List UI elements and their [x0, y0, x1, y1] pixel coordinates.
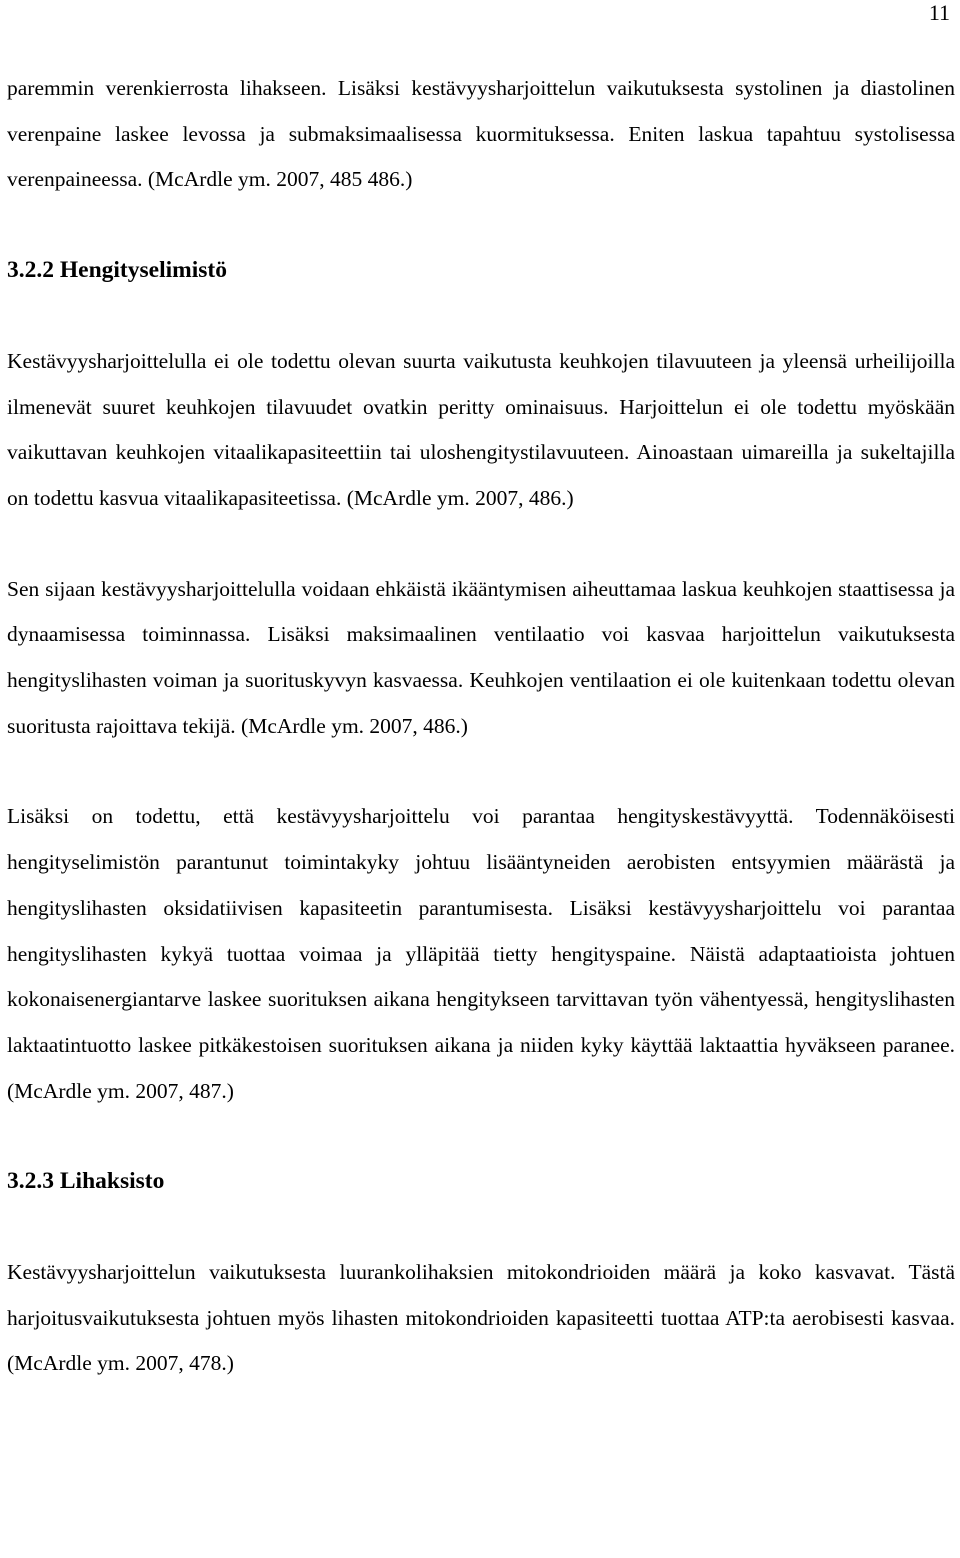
section-heading-respiratory: 3.2.2 Hengityselimistö	[7, 257, 227, 284]
page-number: 11	[928, 0, 950, 25]
paragraph-lung-volume: Kestävyysharjoittelulla ei ole todettu olevan suurta vaikutusta keuhkojen tilavuuteen ja yleensä urheilijoilla ilmenevät suuret keuhkojen tilavuudet ovatkin peritty ominaisuus. Harjoittelun ei ole todettu myöskään vaikuttavan keuhkojen vitaalikapasiteettiin tai uloshengitystilavuuteen. Ainoastaan uimareilla ja sukeltajilla on todettu kasvua vitaalikapasiteetissa. (McArdle ym. 2007, 486.)	[7, 348, 955, 510]
paragraph-ventilation: Sen sijaan kestävyysharjoittelulla voidaan ehkäistä ikääntymisen aiheuttamaa laskua keuhkojen staattisessa ja dynaamisessa toiminnassa. Lisäksi maksimaalinen ventilaatio voi kasvaa harjoittelun vaikutuksesta hengityslihasten voiman ja suorituskyvyn kasvaessa. Keuhkojen ventilaation ei ole kuitenkaan todettu olevan suoritusta rajoittava tekijä. (McArdle ym. 2007, 486.)	[7, 576, 955, 738]
paragraph-respiratory-endurance: Lisäksi on todettu, että kestävyysharjoittelu voi parantaa hengityskestävyyttä. Todennäköisesti hengityselimistön parantunut toimintakyky johtuu lisääntyneiden aerobisten entsyymien määrästä ja hengityslihasten oksidatiivisen kapasiteetin parantumisesta. Lisäksi kestävyysharjoittelu voi parantaa hengityslihasten kykyä tuottaa voimaa ja ylläpitää tietty hengityspaine. Näistä adaptaatioista johtuen kokonaisenergiantarve laskee suorituksen aikana hengitykseen tarvittavan työn vähentyessä, hengityslihasten laktaatintuotto laskee pitkäkestoisen suorituksen aikana ja niiden kyky käyttää laktaattia hyväkseen paranee. (McArdle ym. 2007, 487.)	[7, 804, 955, 1103]
document-body	[7, 66, 955, 1387]
paragraph-blood-pressure: paremmin verenkierrosta lihakseen. Lisäksi kestävyysharjoittelun vaikutuksesta systolinen ja diastolinen verenpaine laskee levossa ja submaksimaalisessa kuormituksessa. Eniten laskua tapahtuu systolisessa verenpaineessa. (McArdle ym. 2007, 485 486.)	[7, 76, 955, 192]
section-heading-musculature: 3.2.3 Lihaksisto	[7, 1168, 165, 1195]
paragraph-mitochondria: Kestävyysharjoittelun vaikutuksesta luurankolihaksien mitokondrioiden määrä ja koko kasvavat. Tästä harjoitusvaikutuksesta johtuen myös lihasten mitokondrioiden kapasiteetti tuottaa ATP:ta aerobisesti kasvaa. (McArdle ym. 2007, 478.)	[7, 1260, 955, 1376]
